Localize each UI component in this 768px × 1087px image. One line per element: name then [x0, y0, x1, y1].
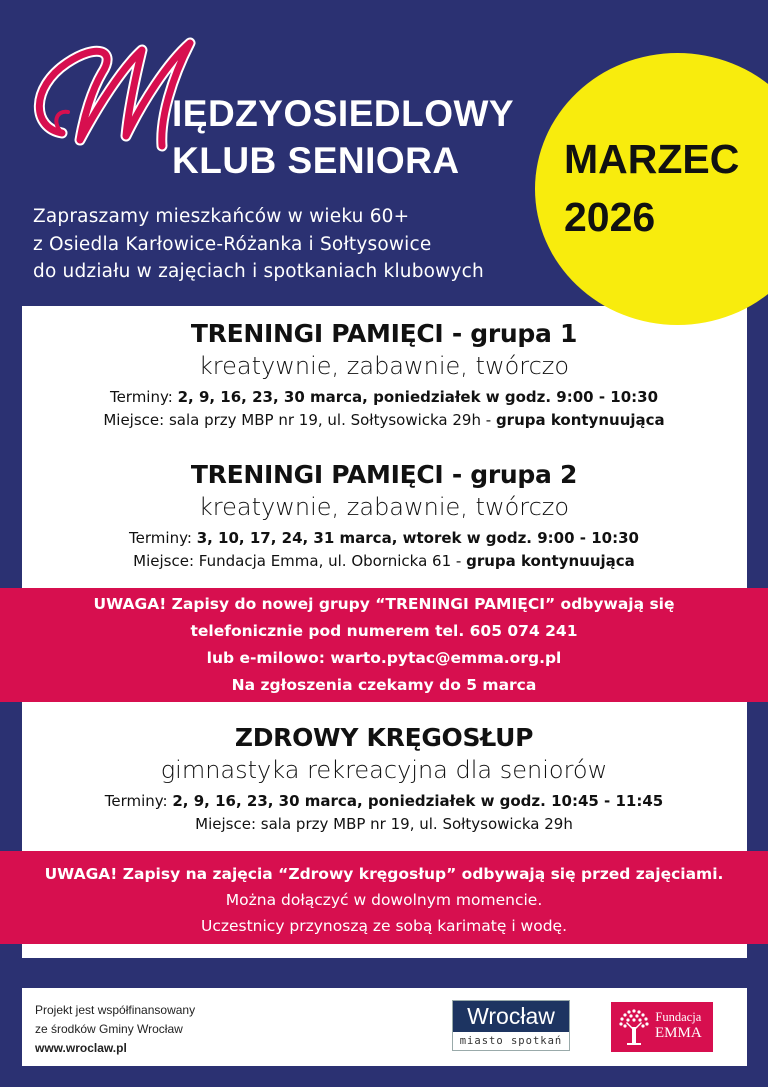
section-memory-training-group-1 — [0, 318, 768, 432]
place-label: Miejsce: sala przy MBP nr 19, ul. Sołtysowicka 29h — [195, 815, 573, 833]
section-dates — [0, 790, 768, 813]
emma-logo-text — [655, 1009, 702, 1041]
badge-month: MARZEC — [564, 136, 740, 182]
footer-line: Projekt jest współfinansowany — [35, 1003, 196, 1017]
section-subtitle: kreatywnie, zabawnie, twórczo — [198, 493, 570, 521]
intro-line: z Osiedla Karłowice-Różanka i Sołtysowice — [33, 233, 432, 255]
title-line-1: IĘDZYOSIEDLOWY — [172, 93, 515, 134]
section-title: TRENINGI PAMIĘCI - grupa 2 — [190, 460, 578, 489]
notice-line: UWAGA! Zapisy na zajęcia “Zdrowy kręgosłup” odbywają się przed zajęciami. — [44, 865, 724, 883]
dates-label: Terminy: — [104, 792, 173, 810]
dates-value: 2, 9, 16, 23, 30 marca, poniedziałek w godz. 10:45 - 11:45 — [172, 792, 664, 810]
section-dates — [0, 527, 768, 550]
fundacja-emma-logo — [611, 1002, 713, 1052]
place-label: Miejsce: sala przy MBP nr 19, ul. Sołtysowicka 29h - — [103, 411, 496, 429]
notice-line: Uczestnicy przynoszą ze sobą karimatę i wodę. — [200, 917, 568, 935]
place-value: grupa kontynuująca — [466, 552, 635, 570]
section-title: TRENINGI PAMIĘCI - grupa 1 — [190, 319, 578, 348]
tree-icon — [617, 1007, 651, 1047]
wroclaw-logo-name: Wrocław — [453, 1001, 569, 1032]
intro-line: Zapraszamy mieszkańców w wieku 60+ — [33, 206, 410, 227]
footer-funding-text — [35, 1001, 195, 1058]
badge-year: 2026 — [564, 194, 656, 240]
dates-value: 3, 10, 17, 24, 31 marca, wtorek w godz. 9:00 - 10:30 — [196, 529, 639, 547]
intro-text — [33, 203, 484, 286]
title-line-2: KLUB SENIORA — [172, 140, 460, 181]
section-place — [0, 409, 768, 432]
notice-line: UWAGA! Zapisy do nowej grupy “TRENINGI PAMIĘCI” odbywają się — [93, 595, 675, 613]
place-label: Miejsce: Fundacja Emma, ul. Obornicka 61 - — [133, 552, 467, 570]
notice-line: lub e-milowo: warto.pytac@emma.org.pl — [206, 649, 562, 667]
dates-value: 2, 9, 16, 23, 30 marca, poniedziałek w godz. 9:00 - 10:30 — [177, 388, 659, 406]
section-memory-training-group-2 — [0, 459, 768, 573]
section-dates — [0, 386, 768, 409]
section-subtitle: gimnastyka rekreacyjna dla seniorów — [160, 756, 608, 784]
section-place — [0, 813, 768, 836]
emma-logo-line1: Fundacja — [655, 1010, 702, 1024]
notice-line: telefonicznie pod numerem tel. 605 074 241 — [190, 622, 578, 640]
notice-band-memory-signup — [0, 588, 768, 702]
dates-label: Terminy: — [129, 529, 197, 547]
footer-url-link[interactable]: www.wroclaw.pl — [35, 1041, 127, 1055]
section-subtitle: kreatywnie, zabawnie, twórczo — [198, 352, 570, 380]
place-value: grupa kontynuująca — [495, 411, 665, 429]
footer-line: ze środków Gminy Wrocław — [35, 1022, 183, 1036]
notice-line: Na zgłoszenia czekamy do 5 marca — [231, 676, 537, 694]
date-badge-circle — [535, 53, 768, 325]
emma-logo-line2: EMMA — [655, 1025, 702, 1041]
section-healthy-spine — [0, 722, 768, 836]
wroclaw-logo-tagline: miasto spotkań — [453, 1032, 569, 1050]
dates-label: Terminy: — [109, 388, 178, 406]
notice-band-spine-signup — [0, 851, 768, 944]
section-place — [0, 550, 768, 573]
wroclaw-logo — [452, 1000, 570, 1051]
notice-line: Można dołączyć w dowolnym momencie. — [225, 891, 543, 909]
section-title: ZDROWY KRĘGOSŁUP — [234, 723, 534, 752]
intro-line: do udziału w zajęciach i spotkaniach klubowych — [33, 261, 484, 282]
